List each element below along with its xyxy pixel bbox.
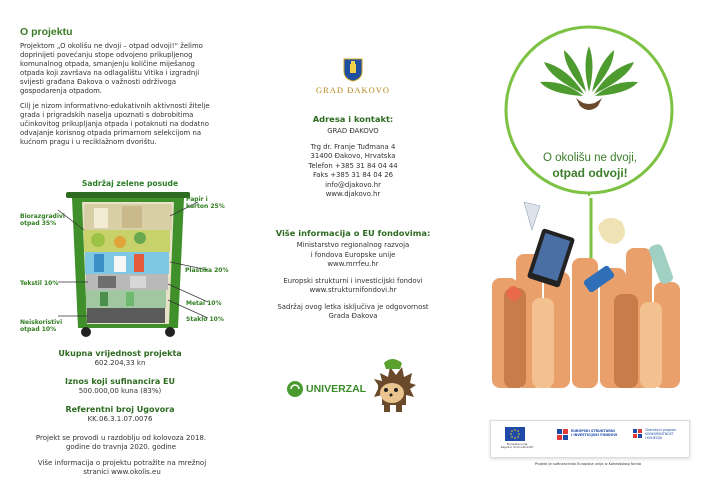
eu-flag-icon — [505, 427, 525, 441]
op-text: Operativni program KONKURENTNOST I KOHEZIJA — [645, 428, 677, 440]
bin-label-bio: Biorazgradivi otpad 35% — [20, 213, 65, 227]
eu-info-block — [245, 241, 461, 322]
project-heading: O projektu — [20, 26, 73, 38]
contract-value: KK.06.3.1.07.0076 — [87, 415, 153, 423]
city-name: GRAD ĐAKOVO — [315, 85, 391, 95]
contact-email[interactable]: info@djakovo.hr — [325, 180, 381, 189]
esif-logo-icon — [557, 429, 569, 441]
bin-label-unusable: Neiskoristivi otpad 10% — [20, 319, 63, 333]
ministry-line-1: Ministarstvo regionalnog razvoja — [296, 241, 410, 249]
contact-fax: Faks +385 31 84 04 26 — [312, 171, 394, 179]
bin-label-glass: Staklo 10% — [186, 316, 224, 323]
bin-title: Sadržaj zelene posude — [81, 179, 179, 188]
bin-label-textile: Tekstil 10% — [20, 280, 59, 287]
city-coat-of-arms-icon — [343, 58, 363, 82]
contact-street: Trg dr. Franje Tuđmana 4 — [310, 142, 396, 151]
disclaimer-line-1: Sadržaj ovog letka isključiva je odgovornost — [277, 302, 429, 311]
eu-label: Iznos koji sufinancira EU — [65, 377, 175, 386]
funds-web[interactable]: www.strukturnifondovi.hr — [309, 286, 397, 294]
contact-heading: Adresa i kontakt: — [312, 114, 394, 124]
slogan-line-2: otpad odvoji! — [552, 166, 628, 180]
bin-label-metal: Metal 10% — [186, 300, 222, 307]
eu-cofinance — [20, 377, 220, 395]
ministry-line-2: i fondova Europske unije — [310, 250, 396, 259]
esif-text: EUROPSKI STRUKTURNI I INVESTICIJSKI FONDOVI — [571, 429, 618, 438]
contract-label: Referentni broj Ugovora — [65, 405, 175, 414]
funds-line: Europski strukturni i investicijski fondovi — [283, 276, 423, 285]
eu-value: 500.000,00 kuna (83%) — [78, 387, 162, 395]
contact-org: GRAD ĐAKOVO — [327, 127, 379, 135]
hedgehog-mascot-icon — [370, 357, 418, 415]
total-value: 602.204,33 kn — [94, 359, 146, 367]
slogan-line-1: O okolišu ne dvoji, — [543, 152, 637, 164]
more-info: Više informacija o projektu potražite na mrežnoj stranici www.okolis.eu — [37, 459, 207, 476]
project-paragraph-1: Projektom „O okolišu ne dvoji – otpad odvoji!“ želimo doprinijeti povećanju stope odvojeno prikupljenog komunalnog otpada, smanjenju količine miješanog otpada koji završava na odlagalištu Vitika i izgradnji svijesti građana Đakova o važnosti održivoga gospodarenja otpadom. — [20, 42, 203, 96]
contract-number — [20, 405, 220, 423]
project-value — [20, 349, 220, 367]
univerzal-logo-icon — [286, 380, 304, 398]
contact-block — [245, 127, 461, 200]
project-paragraph-2: Cilj je nizom informativno-edukativnih aktivnosti žitelje grada i prigradskih naselja upoznati s dobrobitima učinkovitog prikupljanja otpada i potaknuti na dodatno odvajanje korisnog otpada primarnom selekcijom na kućnom pragu i u reciklažnom dvorištu. — [20, 101, 210, 146]
bin-label-plastic: Plastika 20% — [185, 267, 229, 274]
op-logo-icon — [633, 429, 643, 439]
footer-note: Projekt je sufinancirala Europska unija iz Kohezijskog fonda — [534, 462, 642, 466]
eu-info-heading: Više informacija o EU fondovima: — [275, 228, 431, 238]
contact-phone: Telefon +385 31 84 04 44 — [308, 161, 398, 170]
eu-flag-text: Europska unija Zajedno do fondova EU — [500, 442, 534, 450]
eu-logos-strip — [490, 420, 690, 458]
project-period: Projekt se provodi u razdoblju od kolovoza 2018. godine do travnja 2020. godine — [35, 434, 207, 451]
ministry-web[interactable]: www.mrrfeu.hr — [327, 260, 379, 268]
hands-holding-waste-illustration — [488, 198, 698, 388]
total-label: Ukupna vrijednost projekta — [58, 349, 182, 358]
partner-name: UNIVERZAL — [306, 383, 367, 395]
contact-city: 31400 Đakovo, Hrvatska — [310, 152, 396, 160]
disclaimer-line-2: Grada Đakova — [328, 312, 378, 320]
contact-web[interactable]: www.djakovo.hr — [325, 190, 381, 198]
bin-label-paper: Papir i karton 25% — [186, 196, 225, 210]
